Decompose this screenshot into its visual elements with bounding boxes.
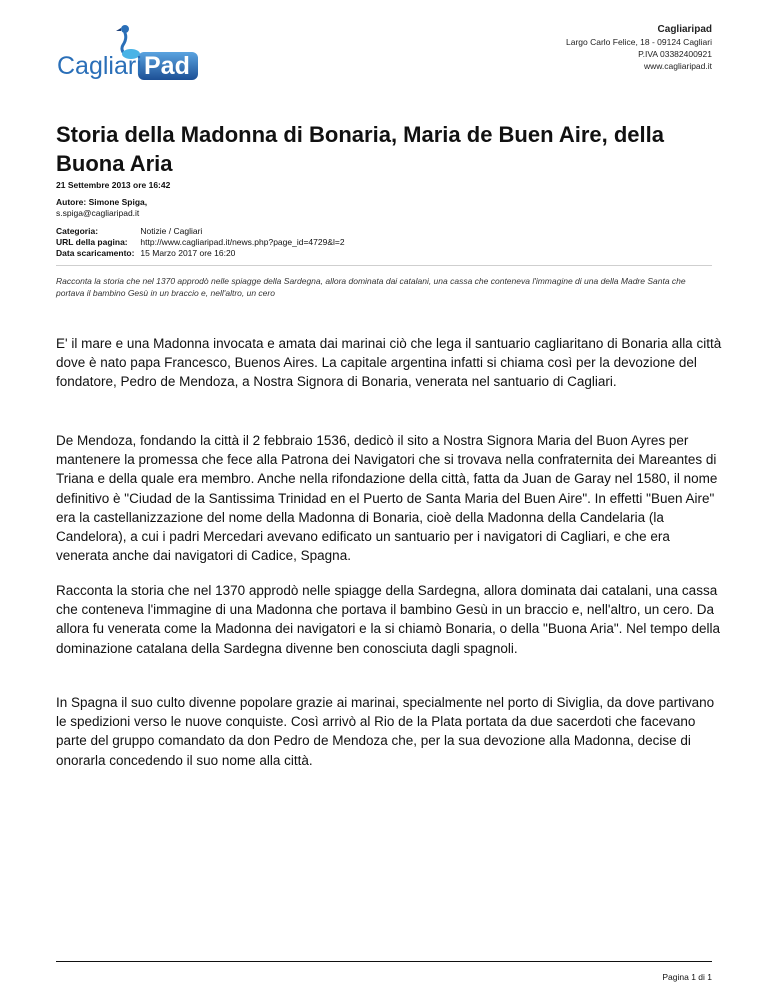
company-name: Cagliaripad <box>657 24 712 35</box>
footer-divider <box>56 961 712 962</box>
meta-label: Categoria: <box>56 226 99 236</box>
meta-label: Data scaricamento: <box>56 248 135 258</box>
author-block <box>56 197 147 219</box>
meta-url-link[interactable]: http://www.cagliaripad.it/news.php?page_id=4729&l=2 <box>140 237 345 247</box>
meta-row-url <box>56 237 345 248</box>
company-vat: P.IVA 03382400921 <box>638 49 712 59</box>
company-info <box>566 24 712 72</box>
body-paragraph-4: In Spagna il suo culto divenne popolare grazie ai marinai, specialmente nel porto di Siviglia, da dove partivano le spedizioni verso le nuove conquiste. Così arrivò al Rio de la Plata portata da due sacerdoti che facevano parte del gruppo comandato da don Pedro de Mendoza che, per la sua devozione alla Madonna, decise di onorarla concedendo il suo nome alla città. <box>56 695 715 768</box>
meta-row-category <box>56 226 345 237</box>
meta-value: 15 Marzo 2017 ore 16:20 <box>140 248 236 258</box>
page-number: Pagina 1 di 1 <box>662 972 712 982</box>
article-date: 21 Settembre 2013 ore 16:42 <box>56 180 171 190</box>
meta-value: Notizie / Cagliari <box>140 226 203 236</box>
meta-row-download-date <box>56 248 345 259</box>
logo-text-pad: Pad <box>144 52 190 80</box>
author-email[interactable]: s.spiga@cagliaripad.it <box>56 208 140 218</box>
article-summary: Racconta la storia che nel 1370 approdò nelle spiagge della Sardegna, allora dominata dai catalani, una cassa che conteneva l'immagine di una della Madre Santa che portava il bambino Gesù in un braccio e, nell'altro, un cero <box>56 276 686 298</box>
company-address: Largo Carlo Felice, 18 - 09124 Cagliari <box>566 37 712 47</box>
body-paragraph-2: De Mendoza, fondando la città il 2 febbraio 1536, dedicò il sito a Nostra Signora Maria del Buon Ayres per mantenere la promessa che fece alla Patrona dei Navigatori che si trovava nella confraternita dei Mareantes di Triana e della quale era membro. Anche nella rifondazione della città, fatta da Juan de Garay nel 1580, il nome definitivo è "Ciudad de la Santissima Trinidad en el Puerto de Santa Maria del Buen Aire". In effetti "Buen Aire" era la castellanizzazione del nome della Madonna di Bonaria, cioè della Madonna della Candelaria (la Candelora), a cui i padri Mercedari avevano edificato un santuario per i navigatori di Cagliari, e che era venerata anche dai navigatori di Cadice, Spagna. <box>56 433 718 564</box>
meta-label: URL della pagina: <box>56 237 128 247</box>
cagliaripad-logo <box>55 22 203 82</box>
meta-table <box>56 226 345 259</box>
summary-divider <box>56 265 712 266</box>
company-website[interactable]: www.cagliaripad.it <box>643 61 712 71</box>
author-name: Autore: Simone Spiga, <box>56 197 148 207</box>
logo-text-cagliari: Cagliari <box>57 52 142 80</box>
article-title: Storia della Madonna di Bonaria, Maria de Buen Aire, della Buona Aria <box>56 122 664 176</box>
body-paragraph-1: E' il mare e una Madonna invocata e amata dai marinai ciò che lega il santuario cagliaritano di Bonaria alla città dove è nato papa Francesco, Buenos Aires. La capitale argentina infatti si chiama così per la devozione del fondatore, Pedro de Mendoza, a Nostra Signora di Bonaria, venerata nel santuario di Cagliari. <box>56 336 722 390</box>
body-paragraph-3: Racconta la storia che nel 1370 approdò nelle spiagge della Sardegna, allora dominata dai catalani, una cassa che conteneva l'immagine di una Madonna che portava il bambino Gesù in un braccio e, nell'altro, un cero. Da allora fu venerata come la Madonna dei navigatori e la si chiamò Bonaria, o della "Buona Aria". Nel tempo della dominazione catalana della Sardegna divenne ben conosciuta dagli spagnoli. <box>56 583 720 656</box>
